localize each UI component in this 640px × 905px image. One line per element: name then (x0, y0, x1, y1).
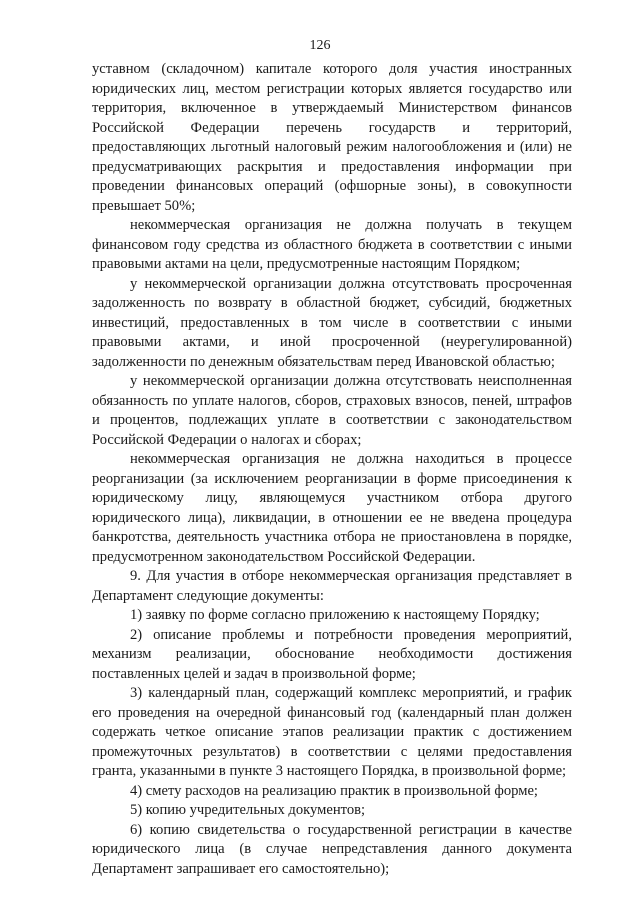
list-item-4: 4) смету расходов на реализацию практик в произвольной форме; (130, 782, 538, 799)
list-item-3: 3) календарный план, содержащий комплекс мероприятий, и график его проведения на очередной финансовый год (календарный план должен содержать четкое описание этапов реализации практик с достижением промежуточных результатов) в соответствии с целями предоставления гранта, указанными в пункте 3 настоящего Порядка, в произвольной форме; (92, 685, 572, 779)
list-item-6: 6) копию свидетельства о государственной регистрации в качестве юридического лица (в случае непредставления данного документа Департамент запрашивает его самостоятельно); (92, 821, 572, 877)
paragraph-no-other-funding: некоммерческая организация не должна получать в текущем финансовом году средства из областного бюджета в соответствии с иными правовыми актами на цели, предусмотренные настоящим Порядком; (92, 217, 572, 272)
list-item-1: 1) заявку по форме согласно приложению к настоящему Порядку; (130, 607, 540, 623)
list-item-5: 5) копию учредительных документов; (130, 802, 366, 818)
paragraph-continuation: уставном (складочном) капитале которого доля участия иностранных юридических лиц, местом регистрации которых является государство или территория, включенное в утверждаемый Министерством финансов Российской Федерации перечень государств и территорий, предоставляющих льготный налоговый режим налогообложения и (или) не предусматривающих раскрытия и предоставления информации при проведении финансовых операций (офшорные зоны), в совокупности превышает 50%; (92, 61, 572, 214)
paragraph-no-tax-arrears: у некоммерческой организации должна отсутствовать неисполненная обязанность по уплате налогов, сборов, страховых взносов, пеней, штрафов и процентов, подлежащих уплате в соответствии с законодательством Российской Федерации о налогах и сборах; (92, 373, 572, 448)
list-item-2: 2) описание проблемы и потребности проведения мероприятий, механизм реализации, обоснование необходимости достижения поставленных целей и задач в произвольной форме; (92, 626, 572, 682)
page-number: 126 (309, 38, 331, 53)
paragraph-item-9: 9. Для участия в отборе некоммерческая организация представляет в Департамент следующие документы: (92, 568, 572, 604)
paragraph-no-overdue-debt: у некоммерческой организации должна отсутствовать просроченная задолженность по возврату в областной бюджет, субсидий, бюджетных инвестиций, предоставленных в том числе в соответствии с иными правовыми актами, и иной просроченной (неурегулированной) задолженности по денежным обязательствам перед Ивановской областью; (92, 275, 572, 370)
paragraph-no-reorganization: некоммерческая организация не должна находиться в процессе реорганизации (за исключением реорганизации в форме присоединения к юридическому лицу, являющемуся участником отбора другого юридического лица), ликвидации, в отношении ее не введена процедура банкротства, деятельность участника отбора не приостановлена в порядке, предусмотренном законодательством Российской Федерации. (92, 451, 572, 565)
document-body (92, 60, 572, 879)
